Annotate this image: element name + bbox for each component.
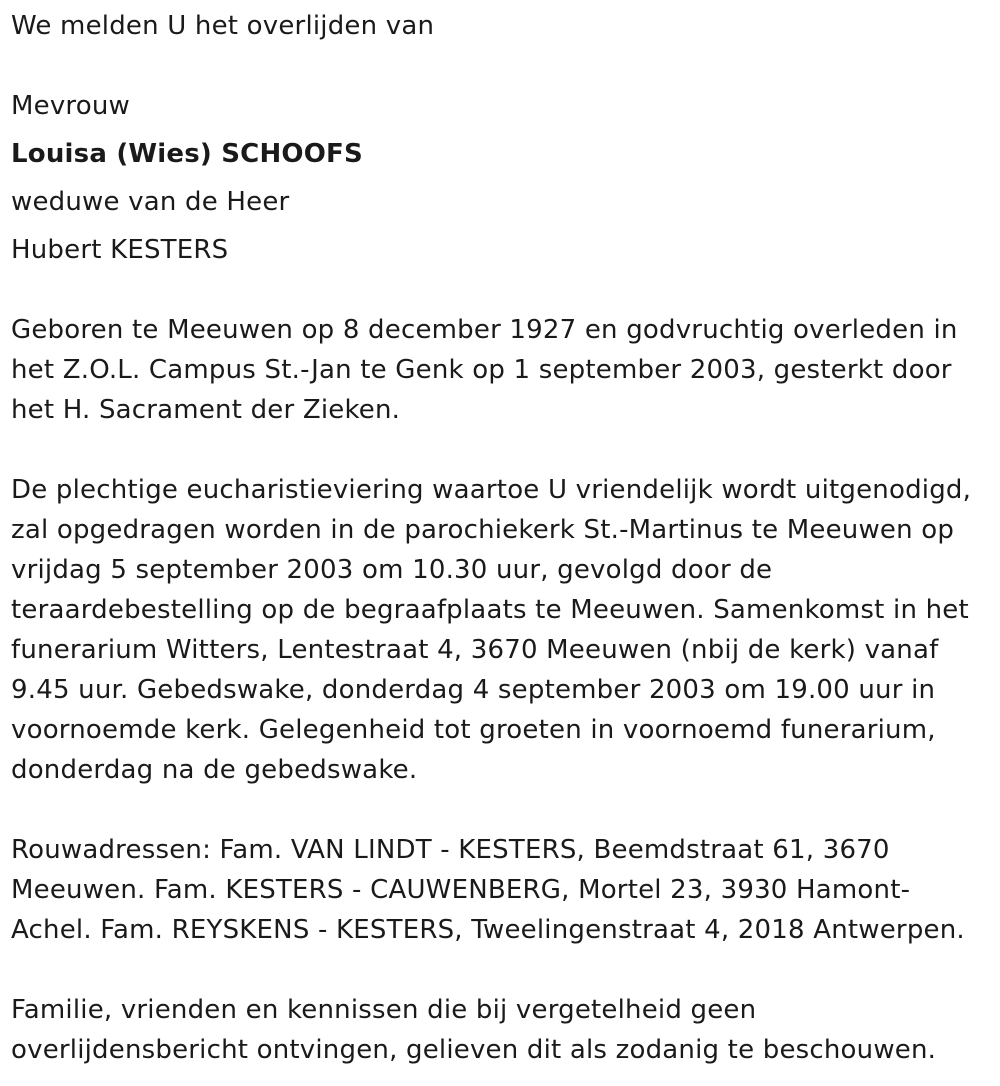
paragraph-line: Familie, vrienden en kennissen die bij vergetelheid geen (11, 995, 757, 1025)
mourning-addresses-paragraph (11, 830, 965, 950)
paragraph-line: zal opgedragen worden in de parochiekerk St.-Martinus te Meeuwen op (11, 515, 955, 545)
deceased-name: Louisa (Wies) SCHOOFS (11, 139, 363, 169)
widow-of-text: weduwe van de Heer (11, 187, 290, 217)
paragraph-line: overlijdensbericht ontvingen, gelieven dit als zodanig te beschouwen. (11, 1035, 937, 1065)
salutation: Mevrouw (11, 91, 130, 121)
paragraph-line: teraardebestelling op de begraafplaats te Meeuwen. Samenkomst in het (11, 595, 969, 625)
paragraph-line: Meeuwen. Fam. KESTERS - CAUWENBERG, Mortel 23, 3930 Hamont- (11, 875, 911, 905)
family-notice-paragraph (11, 990, 936, 1070)
paragraph-line: voornoemde kerk. Gelegenheid tot groeten in voornoemd funerarium, (11, 715, 936, 745)
paragraph-line: donderdag na de gebedswake. (11, 755, 418, 785)
paragraph-line: Rouwadressen: Fam. VAN LINDT - KESTERS, Beemdstraat 61, 3670 (11, 835, 890, 865)
paragraph-line: het Z.O.L. Campus St.-Jan te Genk op 1 september 2003, gesterkt door (11, 355, 952, 385)
paragraph-line: vrijdag 5 september 2003 om 10.30 uur, gevolgd door de (11, 555, 773, 585)
ceremony-paragraph (11, 470, 971, 790)
paragraph-line: het H. Sacrament der Zieken. (11, 395, 401, 425)
paragraph-line: De plechtige eucharistieviering waartoe U vriendelijk wordt uitgenodigd, (11, 475, 972, 505)
intro-text: We melden U het overlijden van (11, 11, 435, 41)
paragraph-line: Geboren te Meeuwen op 8 december 1927 en godvruchtig overleden in (11, 315, 958, 345)
husband-name: Hubert KESTERS (11, 235, 229, 265)
paragraph-line: Achel. Fam. REYSKENS - KESTERS, Tweelingenstraat 4, 2018 Antwerpen. (11, 915, 965, 945)
paragraph-line: 9.45 uur. Gebedswake, donderdag 4 september 2003 om 19.00 uur in (11, 675, 936, 705)
birth-death-paragraph (11, 310, 958, 430)
paragraph-line: funerarium Witters, Lentestraat 4, 3670 Meeuwen (nbij de kerk) vanaf (11, 635, 939, 665)
